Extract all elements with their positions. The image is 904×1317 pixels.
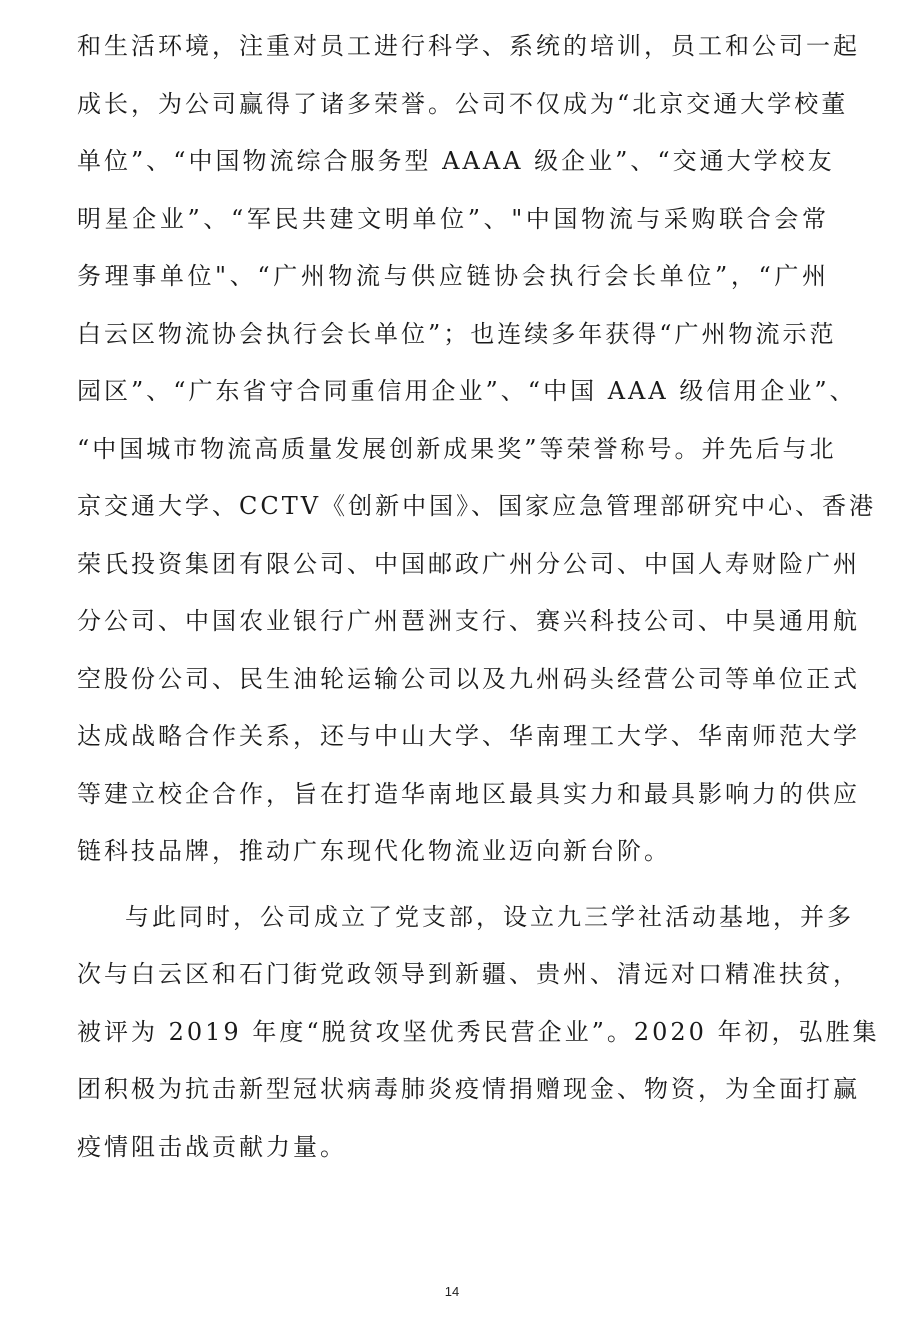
text-line-last: 疫情阻击战贡献力量。	[77, 1132, 347, 1161]
text-line-first: 与此同时，公司成立了党支部，设立九三学社活动基地，并多	[125, 902, 854, 931]
text-line: 达成战略合作关系，还与中山大学、华南理工大学、华南师范大学	[77, 722, 860, 750]
text-line: 成长，为公司赢得了诸多荣誉。公司不仅成为“北京交通大学校董	[77, 89, 849, 118]
text-line: 园区”、“广东省守合同重信用企业”、“中国 AAA 级信用企业”、	[77, 377, 857, 405]
text-line: “中国城市物流高质量发展创新成果奖”等荣誉称号。并先后与北	[77, 434, 837, 463]
text-line: 单位”、“中国物流综合服务型 AAAA 级企业”、“交通大学校友	[77, 147, 835, 175]
paragraph-1	[77, 18, 877, 881]
body-text	[77, 18, 880, 1176]
page-number: 14	[444, 1284, 460, 1299]
text-line: 明星企业”、“军民共建文明单位”、"中国物流与采购联合会常	[77, 204, 829, 233]
paragraph-2	[77, 889, 880, 1177]
text-line: 次与白云区和石门街党政领导到新疆、贵州、清远对口精准扶贫，	[77, 960, 860, 988]
text-line: 空股份公司、民生油轮运输公司以及九州码头经营公司等单位正式	[77, 664, 860, 693]
text-line: 和生活环境，注重对员工进行科学、系统的培训，员工和公司一起	[77, 32, 860, 60]
text-line: 分公司、中国农业银行广州琶洲支行、赛兴科技公司、中昊通用航	[77, 607, 860, 635]
text-line: 等建立校企合作，旨在打造华南地区最具实力和最具影响力的供应	[77, 779, 860, 808]
text-line: 京交通大学、CCTV《创新中国》、国家应急管理部研究中心、香港	[77, 492, 877, 520]
text-line: 荣氏投资集团有限公司、中国邮政广州分公司、中国人寿财险广州	[77, 549, 860, 578]
text-line: 团积极为抗击新型冠状病毒肺炎疫情捐赠现金、物资，为全面打赢	[77, 1075, 860, 1103]
paragraph-gap	[77, 881, 829, 889]
text-line: 被评为 2019 年度“脱贫攻坚优秀民营企业”。2020 年初，弘胜集	[77, 1017, 880, 1046]
text-line: 务理事单位"、“广州物流与供应链协会执行会长单位”，“广州	[77, 262, 829, 290]
text-line-last: 链科技品牌，推动广东现代化物流业迈向新台阶。	[77, 837, 671, 865]
text-line: 白云区物流协会执行会长单位”；也连续多年获得“广州物流示范	[77, 319, 837, 348]
